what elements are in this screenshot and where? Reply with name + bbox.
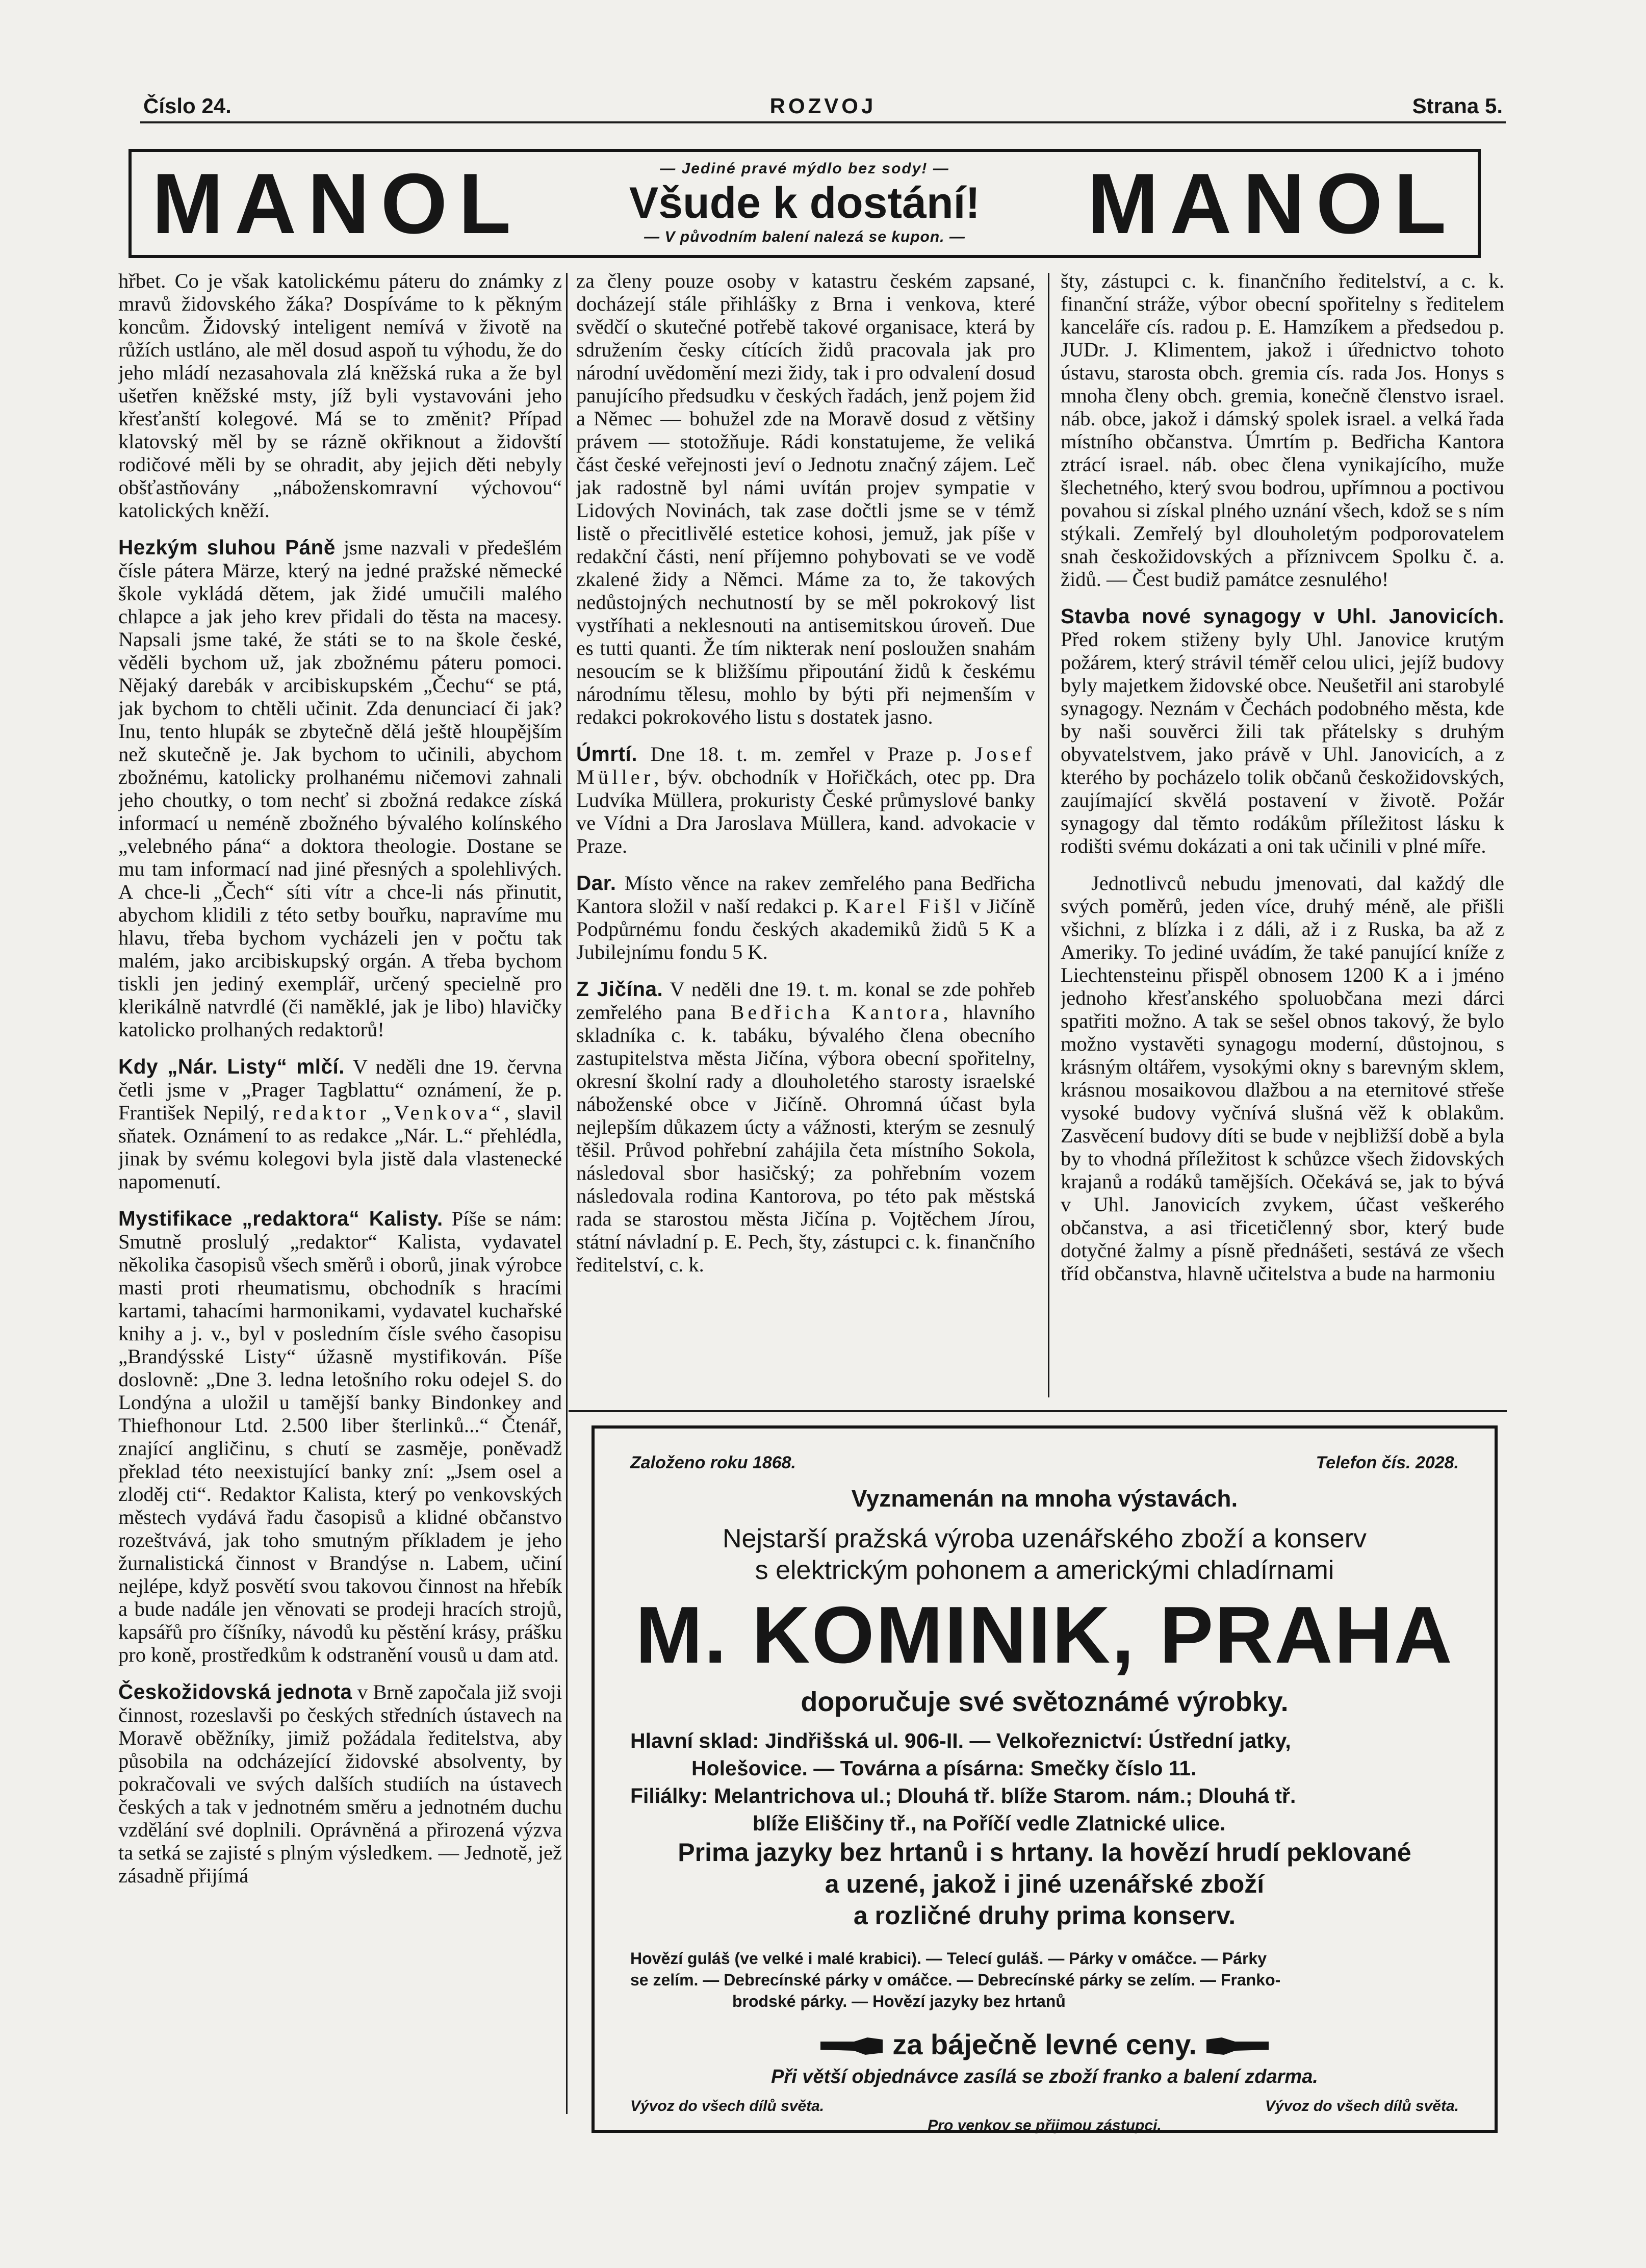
ad-intro-line: s elektrickým pohonem a americkými chladírnami [755, 1556, 1334, 1585]
spaced-name: Bedřicha Kantora [730, 1001, 943, 1024]
article-text: Před rokem stiženy byly Uhl. Janovice krutým požárem, který strávil téměř celou ulici, jejíž budovy byly majetkem židovské obce. Neušetřil ani starobylé synagogy. Neznám v Čechách podobného města, kde by naši souvěrci žili tak přátelsky s druhým obyvatelstvem, jako právě v Uhl. Janovicích, a z kterého by pocházelo tolik občanů českožidovských, zaujímající skvělá postavení v životě. Požár synagogy dal těmto rodákům příležitost lásku k rodišti svému dokázati a oni tak učinili v plné míře. [1061, 628, 1504, 857]
ad-top-rule [569, 1410, 1507, 1412]
article-paragraph [118, 1055, 562, 1193]
running-header [140, 86, 1506, 123]
article-column-3 [1061, 269, 1504, 1396]
ad-address-line: Hlavní sklad: Jindřišská ul. 906-II. — Velkořeznictví: Ústřední jatky, [630, 1729, 1291, 1752]
pointing-hand-icon [818, 2030, 885, 2063]
ad-prima-line: a uzené, jakož i jiné uzenářské zboží [825, 1870, 1265, 1898]
article-text: V neděli dne 19. června četli jsme v „Prager Tagblattu“ oznámení, že p. František Nepilý, [118, 1055, 562, 1124]
page-number: Strana 5. [1412, 94, 1503, 118]
article-text: v Brně započala již svoji činnost, rozeslavši po českých středních ústavech na Moravě oběžníky, jimiž požádala ředitelstva, aby působila na odcházející židovské absolventy, by pokračovali ve svých dalších studiích na ústavech českých a tak v jednotném směru a jednotném duchu vzdělání své doplnili. Oprávněná a přirozená výzva ta setká se zajisté s plným výsledkem. — Jednotě, jež zásadně přijímá [118, 1680, 562, 1887]
article-text: v Jičíně Podpůrnému fondu českých akademiků židů 5 K a Jubilejnímu fondu 5 K. [576, 895, 1035, 963]
ad-prima-line: Prima jazyky bez hrtanů i s hrtany. Ia hovězí hrudí peklované [678, 1838, 1411, 1867]
ad-product-line: brodské párky. — Hovězí jazyky bez hrtanů [732, 1992, 1066, 2010]
ad-prima-line: a rozličné druhy prima konserv. [853, 1901, 1236, 1930]
article-text: V neděli dne 19. t. m. konal se zde pohřeb zemřelého pana [576, 978, 1035, 1024]
article-paragraph: Jednotlivců nebudu jmenovati, dal každý dle svých poměrů, jeden více, druhý méně, ale přišli všichni, z blízka i z dáli, až i z Ruska, ba až z Ameriky. To jediné uvádím, že také panující kníže z Liechtensteinu přispěl obnosem 1200 K a i jméno jednoho křesťanského spoluobčana mezi dárci spatřiti možno. A tak se sešel obnos takový, že bylo možno vystavěti synagogu moderní, důstojnou, s krásným oltářem, vysokými okny s barevným sklem, krásnou mosaikovou dlažbou a na eternitové střeše vysoké budovy vyčnívá slušná věž k oblakům. Zasvěcení budovy díti se bude v nejbližší době a byla by to vhodná příležitost k schůzce všech židovských krajanů a rodáků tamějších. Očekává se, jak to bývá v Uhl. Janovicích zvykem, účast veškerého občanstva, a asi třicetičlenný sbor, který bude dotyčné žalmy a písně přednášeti, sestává ze všech tříd občanstva, hlavně učitelstva a bude na harmoniu [1061, 872, 1504, 1285]
spaced-name: Karel Fišl [845, 895, 964, 918]
ad-export-right: Vývoz do všech dílů světa. [1265, 2098, 1459, 2114]
article-column-2 [576, 269, 1035, 1396]
article-paragraph [118, 1680, 562, 1887]
article-paragraph [576, 743, 1035, 857]
ad-founded: Založeno roku 1868. [630, 1453, 796, 1472]
article-text: , býv. obchodník v Hořičkách, otec pp. Dra Ludvíka Müllera, prokuristy České průmyslové banky ve Vídni a Dra Jaroslava Müllera, kand. advokacie v Praze. [576, 766, 1035, 857]
article-paragraph [576, 978, 1035, 1276]
ad-village-agents: Pro venkov se přijmou zástupci. [928, 2117, 1162, 2134]
manol-slogan [580, 152, 1029, 255]
article-paragraph [1061, 605, 1504, 857]
manol-brand-right: MANOL [1087, 156, 1457, 251]
article-heading: Z Jičína. [576, 977, 663, 1001]
newspaper-title: ROZVOJ [769, 94, 877, 118]
kominik-advertisement [591, 1425, 1498, 2133]
article-text: , slavil sňatek. Oznámení to as redakce „Nár. L.“ přehlédla, jinak by svému kolegovi byla jistě dala vlastenecké napomenutí. [118, 1101, 562, 1193]
ad-phone: Telefon čís. 2028. [1316, 1453, 1459, 1472]
spaced-name: Josef Müller [576, 743, 1035, 788]
ad-product-line: Hovězí guláš (ve velké i malé krabici). — Telecí guláš. — Párky v omáčce. — Párky [630, 1949, 1267, 1968]
manol-line-2: Všude k dostání! [629, 179, 981, 227]
article-paragraph [118, 1207, 562, 1666]
ad-prices-text: za báječně levné ceny. [892, 2028, 1197, 2060]
ad-orders: Při větší objednávce zasílá se zboží franko a balení zdarma. [771, 2066, 1318, 2087]
ad-export-left: Vývoz do všech dílů světa. [630, 2098, 825, 2114]
ad-intro [630, 1523, 1459, 1586]
article-paragraph: šty, zástupci c. k. finančního ředitelství, a c. k. finanční stráže, výbor obecní spořitelny s ředitelem kanceláře cís. radou p. E. Hamzíkem a předsedou p. JUDr. J. Klimentem, jakož i úřednictvo tohoto ústavu, starosta obch. gremia cís. rada Jos. Honys s mnoha členy obch. gremia, konečně členstvo israel. náb. obce, jakož i dámský spolek israel. a velká řada místního občanstva. Úmrtím p. Bedřicha Kantora ztrácí israel. náb. obec člena vynikajícího, muže šlechetného, který svou bodrou, upřímnou a poctivou povahou si získal plného uznání všech, kdož se s ním stýkali. Zemřelý byl dlouholetým podporovatelem snah českožidovských a příznivcem Spolku č. a. židů. — Čest budiž památce zesnulého! [1061, 269, 1504, 591]
manol-advertisement [128, 149, 1481, 258]
issue-number: Číslo 24. [143, 94, 232, 118]
ad-addresses [630, 1727, 1459, 1837]
ad-address-line: blíže Eliščiny tř., na Poříčí vedle Zlatnické ulice. [753, 1812, 1226, 1835]
article-text: jsme nazvali v předešlém čísle pátera Märze, který na jedné pražské německé škole vykládá dětem, jak židé umučili malého chlapce a jak jeho krev přidali do těsta na macesy. Napsali jsme také, že státi se to na škole české, věděli bychom už, jak zbožnému páteru pomoci. Nějaký darebák v arcibiskupském „Čechu“ se ptá, jak bychom to chtěli učinit. Zda denunciací či jak? Inu, tento hlupák se zbytečně dělá ještě hloupějším než skutečně je. Jak bychom to učinili, abychom zbožnému, katolicky prolhanému ničemovi zahnali jeho choutky, o tom nechť si zbožná redakce získá informací u neméně zbožného bývalého kolínského „velebného pána“ a doktora theologie. Dostane se mu tam informací nad jiné přesných a spolehlivých. A chce-li „Čech“ síti vítr a chce-li nás přinutit, abychom klidili z této setby bouřku, napravíme mu hlavu, třeba bychom vycházeli jen v počtu tak malém, jako arcibiskupský orgán. A třeba bychom tiskli jen jediný exemplář, určený specielně pro klerikálně natvrdlé (či naměklé, jak je libo) hlavičky katolicko prolhaných redaktorů! [118, 536, 562, 1041]
manol-line-3: — V původním balení nalezá se kupon. — [644, 228, 965, 245]
ad-awarded: Vyznamenán na mnoha výstavách. [851, 1485, 1238, 1512]
article-text: Místo věnce na rakev zemřelého pana Bedřicha Kantora složil v naší redakci p. [576, 872, 1035, 918]
ad-prices [630, 2028, 1459, 2063]
article-text: Píše se nám: Smutně proslulý „redaktor“ Kalista, vydavatel několika časopisů všech směrů i oborů, jinak výrobce masti proti rheumatismu, obchodník s hracími kartami, tahacími harmonikami, vydavatel kuchařské knihy a j. v., byl v posledním čísle svého časopisu „Brandýsské Listy“ úžasně mystifikován. Píše doslovně: „Dne 3. ledna letošního roku odejel S. do Londýna a uložil u tamější banky Bindonkey and Thiefhonour Ltd. 2.500 liber šterlinků...“ Čtenář, znající angličinu, s chutí se zasměje, poněvadž překlad této neexistující banky zní: „Jsem osel a zloděj cti“. Redaktor Kalista, který po venkovských městech vydává řadu časopisů a klidné občanstvo rozeštvává, jak toho smutným příkladem je jeho žurnalistická činnost v Brandýse n. Labem, učiní nejlépe, když posvětí svou takovou činnost na hřebík a bude nadále jen věnovati se prodeji hracích strojů, kapsářů pro číšníky, návodů ku pěstění krásy, prášku pro koně, prostředkům k odstranění vousů u dam atd. [118, 1207, 562, 1666]
ad-address-line: Holešovice. — Továrna a písárna: Smečky číslo 11. [691, 1756, 1197, 1780]
article-paragraph [576, 872, 1035, 963]
article-column-1 [118, 269, 562, 2121]
article-paragraph [118, 536, 562, 1041]
article-heading: Dar. [576, 871, 616, 895]
article-heading: Českožidovská jednota [118, 1680, 352, 1703]
ad-prima [630, 1837, 1459, 1931]
ad-intro-line: Nejstarší pražská výroba uzenářského zboží a konserv [722, 1524, 1367, 1553]
article-text: , hlavního skladníka c. k. tabáku, bývalého člena obecního zastupitelstva města Jičína, výbora obecní spořitelny, okresní školní rady a dlouholetého starosty israelské náboženské obce v Jičíně. Ohromná účast byla nejlepším důkazem úcty a vážnosti, kterým se zesnulý těšil. Průvod pohřební zahájila četa místního Sokola, následoval sbor hasičský; za pohřebním vozem následovala rodina Kantorova, po této pak městská rada se starostou města Jičína p. Vojtěchem Jírou, státní návladní p. E. Pech, šty, zástupci c. k. finančního ředitelství, c. k. [576, 1001, 1035, 1276]
ad-products [630, 1948, 1459, 2012]
article-heading: Kdy „Nár. Listy“ mlčí. [118, 1055, 345, 1078]
ad-product-line: se zelím. — Debrecínské párky v omáčce. — Debrecínské párky se zelím. — Franko- [630, 1971, 1281, 1989]
manol-line-1: — Jediné pravé mýdlo bez sody! — [660, 160, 949, 177]
manol-brand-left: MANOL [152, 156, 522, 251]
article-paragraph: za členy pouze osoby v katastru českém zapsané, docházejí stále přihlášky z Brna i venkova, které svědčí o skutečné potřebě takové organisace, která by sdružením česky cítících židů pracovala jak pro národní uvědomění mezi židy, tak i pro odvalení dosud panujícího předsudku v českých řadách, jenž pojem žid a Němec — bohužel zde na Moravě dosud z většiny právem — stotožňuje. Rádi konstatujeme, že veliká část české veřejnosti jeví o Jednotu značný zájem. Leč jak radostně byl námi uvítán projev sympatie v Lidových Novinách, tak zase dočtli jsme se v témž listě o přecitlivělé estetice kohosi, jemuž, jak píše v redakční části, není příjemno pohybovati se ve vodě zkalené židy a Němci. Máme za to, že takových nedůstojných nechutností by se měl pokrokový list vystříhati a neklesnouti na antisemitskou úroveň. Due es tutti quanti. Že tím nikterak není posloužen snahám nesoucím se k bližšímu připoutání židů k českému národnímu tělesu, mohlo by býti při nejmenším v redakci pokrokového listu s dostatek jasno. [576, 269, 1035, 728]
ad-firm-name: M. KOMINIK, PRAHA [635, 1590, 1454, 1680]
article-paragraph: hřbet. Co je však katolickému páteru do známky z mravů židovského žáka? Dospíváme to k pěkným koncům. Židovský inteligent nemívá v životě na růžích ustláno, ale měl dosud aspoň tu výhodu, že do jeho mládí nezasahovala zlá kněžská ruka a že byl ušetřen kněžské msty, jíž byli vystavováni jeho křesťanští kolegové. Má se to změnit? Případ klatovský měl by se rázně okřiknout a židovští rodičové měli by se ohradit, aby jejich děti nebyly obšťastňovány „náboženskomravní výchovou“ katolických kněží. [118, 269, 562, 522]
article-heading: Úmrtí. [576, 742, 638, 766]
article-heading: Hezkým sluhou Páně [118, 536, 336, 559]
article-text: Dne 18. t. m. zemřel v Praze p. [637, 743, 975, 766]
spaced-name: redaktor „Venkova“ [272, 1101, 504, 1124]
pointing-hand-icon [1204, 2030, 1271, 2063]
column-rule-2 [1048, 273, 1049, 1397]
ad-address-line: Filiálky: Melantrichova ul.; Dlouhá tř. blíže Starom. nám.; Dlouhá tř. [630, 1784, 1296, 1807]
ad-recommends: doporučuje své světoznámé výrobky. [801, 1687, 1289, 1717]
article-heading: Mystifikace „redaktora“ Kalisty. [118, 1207, 443, 1230]
article-heading: Stavba nové synagogy v Uhl. Janovicích. [1061, 604, 1504, 628]
column-rule-1 [566, 273, 568, 2114]
